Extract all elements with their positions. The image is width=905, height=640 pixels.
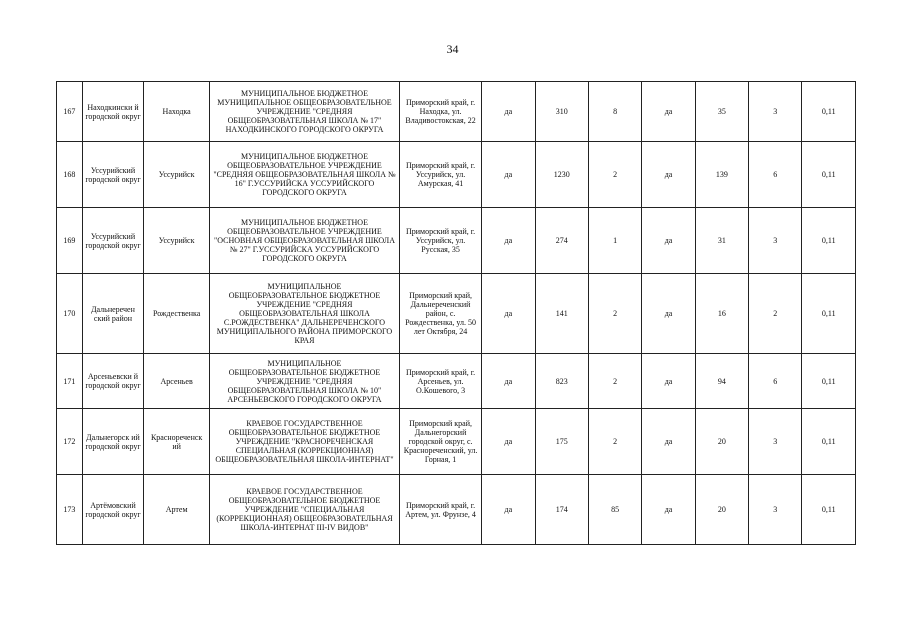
value-cell: 35 xyxy=(695,82,748,142)
table-row xyxy=(57,475,856,545)
school-name-cell xyxy=(210,354,400,409)
value-cell: 1230 xyxy=(535,142,588,208)
table-body xyxy=(57,82,856,545)
row-number: 170 xyxy=(57,274,83,354)
value-cell: да xyxy=(482,274,535,354)
value-cell: 2 xyxy=(749,274,802,354)
school-name-rest: ОБЩЕОБРАЗОВАТЕЛЬНОЕ БЮДЖЕТНОЕ УЧРЕЖДЕНИЕ "КРАСНОРЕЧЕНСКАЯ СПЕЦИАЛЬНАЯ (КОРРЕКЦИОННАЯ) ОБЩЕОБРАЗОВАТЕЛЬНАЯ ШКОЛА-ИНТЕРНАТ" xyxy=(215,428,394,464)
value-cell: да xyxy=(482,475,535,545)
value-cell: 2 xyxy=(588,274,641,354)
row-number: 168 xyxy=(57,142,83,208)
school-name-rest: МУНИЦИПАЛЬНОЕ ОБЩЕОБРАЗОВАТЕЛЬНОЕ УЧРЕЖДЕНИЕ "СРЕДНЯЯ ОБЩЕОБРАЗОВАТЕЛЬНАЯ ШКОЛА № 17" НАХОДКИНСКОГО ГОРОДСКОГО ОКРУГА xyxy=(217,98,392,134)
school-name-rest: ОБЩЕОБРАЗОВАТЕЛЬНОЕ БЮДЖЕТНОЕ УЧРЕЖДЕНИЕ "СРЕДНЯЯ ОБЩЕОБРАЗОВАТЕЛЬНАЯ ШКОЛА С.РОЖДЕСТВЕНКА" ДАЛЬНЕРЕЧЕНСКОГО МУНИЦИПАЛЬНОГО РАЙОНА ПРИМОРСКОГО КРАЯ xyxy=(216,291,393,345)
value-cell: 141 xyxy=(535,274,588,354)
row-number: 171 xyxy=(57,354,83,409)
value-cell: 31 xyxy=(695,208,748,274)
value-cell: 174 xyxy=(535,475,588,545)
value-cell: да xyxy=(482,142,535,208)
value-cell: 0,11 xyxy=(802,274,856,354)
table-row xyxy=(57,274,856,354)
address-cell: Приморский край, г. Артем, ул. Фрунзе, 4 xyxy=(399,475,481,545)
value-cell: 6 xyxy=(749,354,802,409)
value-cell: 139 xyxy=(695,142,748,208)
row-number: 172 xyxy=(57,409,83,475)
municipality-cell: Уссурийский городской округ xyxy=(82,142,144,208)
address-cell: Приморский край, г. Находка, ул. Владивостокская, 22 xyxy=(399,82,481,142)
page-number: 34 xyxy=(446,42,459,56)
value-cell: 3 xyxy=(749,82,802,142)
municipality-cell: Арсеньевски й городской округ xyxy=(82,354,144,409)
settlement-cell: Краснореченск ий xyxy=(144,409,210,475)
schools-table xyxy=(56,81,856,545)
address-cell: Приморский край, г. Уссурийск, ул. Амурская, 41 xyxy=(399,142,481,208)
table-row xyxy=(57,354,856,409)
value-cell: 0,11 xyxy=(802,354,856,409)
school-name-line1: КРАЕВОЕ ГОСУДАРСТВЕННОЕ xyxy=(246,419,363,428)
school-name-cell xyxy=(210,475,400,545)
value-cell: да xyxy=(642,82,695,142)
table-row xyxy=(57,208,856,274)
value-cell: да xyxy=(642,274,695,354)
value-cell: 3 xyxy=(749,409,802,475)
settlement-cell: Находка xyxy=(144,82,210,142)
value-cell: 1 xyxy=(588,208,641,274)
value-cell: 85 xyxy=(588,475,641,545)
value-cell: 2 xyxy=(588,142,641,208)
school-name-rest: ОБЩЕОБРАЗОВАТЕЛЬНОЕ БЮДЖЕТНОЕ УЧРЕЖДЕНИЕ "СПЕЦИАЛЬНАЯ (КОРРЕКЦИОННАЯ) ОБЩЕОБРАЗОВАТЕЛЬНАЯ ШКОЛА-ИНТЕРНАТ III-IV ВИДОВ" xyxy=(216,496,393,532)
value-cell: 823 xyxy=(535,354,588,409)
value-cell: 2 xyxy=(588,409,641,475)
value-cell: 0,11 xyxy=(802,208,856,274)
settlement-cell: Артем xyxy=(144,475,210,545)
value-cell: 310 xyxy=(535,82,588,142)
settlement-cell: Арсеньев xyxy=(144,354,210,409)
row-number: 173 xyxy=(57,475,83,545)
school-name-rest: ОБЩЕОБРАЗОВАТЕЛЬНОЕ УЧРЕЖДЕНИЕ "ОСНОВНАЯ ОБЩЕОБРАЗОВАТЕЛЬНАЯ ШКОЛА № 27" Г.УССУРИЙСКА УССУРИЙСКОГО ГОРОДСКОГО ОКРУГА xyxy=(213,227,395,263)
value-cell: да xyxy=(482,208,535,274)
value-cell: 2 xyxy=(588,354,641,409)
value-cell: 20 xyxy=(695,409,748,475)
value-cell: 8 xyxy=(588,82,641,142)
value-cell: да xyxy=(482,82,535,142)
school-name-line1: МУНИЦИПАЛЬНОЕ БЮДЖЕТНОЕ xyxy=(241,89,368,98)
value-cell: 94 xyxy=(695,354,748,409)
settlement-cell: Уссурийск xyxy=(144,142,210,208)
table-row xyxy=(57,142,856,208)
school-name-line1: МУНИЦИПАЛЬНОЕ xyxy=(267,358,342,368)
school-name-cell xyxy=(210,274,400,354)
row-number: 167 xyxy=(57,82,83,142)
school-name-line1: МУНИЦИПАЛЬНОЕ xyxy=(267,282,342,291)
value-cell: да xyxy=(642,208,695,274)
value-cell: 0,11 xyxy=(802,409,856,475)
school-name-line1: МУНИЦИПАЛЬНОЕ БЮДЖЕТНОЕ xyxy=(241,218,368,227)
settlement-cell: Рождественка xyxy=(144,274,210,354)
value-cell: 3 xyxy=(749,208,802,274)
value-cell: 6 xyxy=(749,142,802,208)
row-number: 169 xyxy=(57,208,83,274)
value-cell: 0,11 xyxy=(802,82,856,142)
value-cell: 16 xyxy=(695,274,748,354)
value-cell: да xyxy=(642,354,695,409)
school-name-rest: ОБЩЕОБРАЗОВАТЕЛЬНОЕ УЧРЕЖДЕНИЕ "СРЕДНЯЯ ОБЩЕОБРАЗОВАТЕЛЬНАЯ ШКОЛА № 16" Г.УССУРИЙСКА УССУРИЙСКОГО ГОРОДСКОГО ОКРУГА xyxy=(213,161,396,197)
settlement-cell: Уссурийск xyxy=(144,208,210,274)
school-name-cell xyxy=(210,142,400,208)
value-cell: 274 xyxy=(535,208,588,274)
value-cell: да xyxy=(482,409,535,475)
school-name-line1: МУНИЦИПАЛЬНОЕ БЮДЖЕТНОЕ xyxy=(241,152,368,161)
address-cell: Приморский край, г. Арсеньев, ул. О.Кошевого, 3 xyxy=(399,354,481,409)
municipality-cell: Дальнеречен ский район xyxy=(82,274,144,354)
table-row xyxy=(57,82,856,142)
table-row xyxy=(57,409,856,475)
value-cell: да xyxy=(642,475,695,545)
address-cell: Приморский край, Дальнереченский район, с. Рождественка, ул. 50 лет Октября, 24 xyxy=(399,274,481,354)
value-cell: 0,11 xyxy=(802,475,856,545)
municipality-cell: Уссурийский городской округ xyxy=(82,208,144,274)
school-name-cell xyxy=(210,409,400,475)
municipality-cell: Находкински й городской округ xyxy=(82,82,144,142)
address-cell: Приморский край, г. Уссурийск, ул. Русская, 35 xyxy=(399,208,481,274)
municipality-cell: Дальнегорск ий городской округ xyxy=(82,409,144,475)
value-cell: да xyxy=(642,409,695,475)
school-name-cell xyxy=(210,82,400,142)
value-cell: 20 xyxy=(695,475,748,545)
value-cell: 175 xyxy=(535,409,588,475)
school-name-line1: КРАЕВОЕ ГОСУДАРСТВЕННОЕ xyxy=(246,487,363,496)
school-name-rest: ОБЩЕОБРАЗОВАТЕЛЬНОЕ БЮДЖЕТНОЕ УЧРЕЖДЕНИЕ "СРЕДНЯЯ ОБЩЕОБРАЗОВАТЕЛЬНАЯ ШКОЛА № 10" АРСЕНЬЕВСКОГО ГОРОДСКОГО ОКРУГА xyxy=(227,367,382,404)
address-cell: Приморский край, Дальнегорский городской округ, с. Краснореченский, ул. Горная, 1 xyxy=(399,409,481,475)
school-name-cell xyxy=(210,208,400,274)
value-cell: 0,11 xyxy=(802,142,856,208)
value-cell: да xyxy=(482,354,535,409)
municipality-cell: Артёмовский городской округ xyxy=(82,475,144,545)
value-cell: 3 xyxy=(749,475,802,545)
value-cell: да xyxy=(642,142,695,208)
